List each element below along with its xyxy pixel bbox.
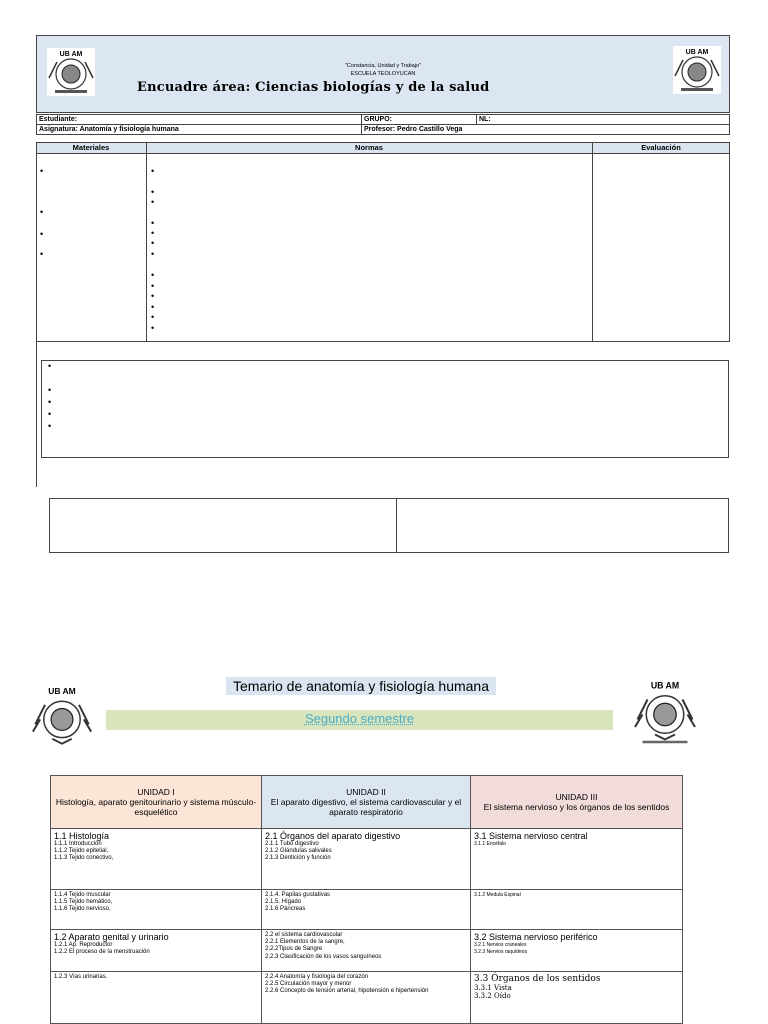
table-cell: 3.1.2 Medula Espinal	[471, 890, 683, 930]
table-cell: 1.2.3 Vías urinarias.	[51, 972, 262, 1024]
group-field[interactable]: GRUPO:	[362, 115, 477, 125]
syllabus-table	[50, 775, 683, 1024]
encuadre-header	[36, 35, 730, 113]
norms-bullet: •	[151, 281, 155, 291]
evaluation-header: Evaluación	[641, 143, 681, 152]
materials-bullet: •	[40, 166, 44, 176]
encuadre-grid	[36, 142, 730, 342]
norms-bullet: •	[151, 249, 155, 259]
norms-bullet: •	[151, 291, 155, 301]
svg-text:UB AM: UB AM	[685, 49, 709, 56]
university-seal-icon	[28, 683, 96, 751]
table-cell: 3.2 Sistema nervioso periférico 3.2.1 Nervios craneales 3.2.3 Nervios raquídeos	[471, 930, 683, 972]
page-title: Encuadre área: Ciencias biologías y de la salud	[137, 80, 490, 95]
norms-bullet: •	[151, 238, 155, 248]
unit-3-header: UNIDAD III El sistema nervioso y los órganos de los sentidos	[471, 776, 683, 829]
norms-bullet: •	[151, 228, 155, 238]
temario-subtitle: Segundo semestre	[304, 711, 415, 726]
notes-box	[41, 360, 729, 458]
unit-2-header: UNIDAD II El aparato digestivo, el sistema cardiovascular y el aparato respiratorio	[262, 776, 471, 829]
norms-bullet: •	[151, 166, 155, 176]
table-cell: 2.1 Órganos del aparato digestivo 2.1.1 Tubo digestivo 2.1.2 Glándulas salivales 2.1.3 Dentición y función	[262, 829, 471, 890]
teacher-field: Profesor: Pedro Castillo Vega	[362, 125, 730, 135]
table-cell: 2.2 el sistema cardiovascular 2.2.1 Elementos de la sangre, 2.2.2Tipos de Sangre 2.2.3 Clasificación de los vasos sanguíneos	[262, 930, 471, 972]
student-info-table	[36, 114, 730, 135]
materials-header: Materiales	[72, 143, 110, 152]
svg-text:UB AM: UB AM	[59, 51, 83, 58]
norms-bullet: •	[151, 197, 155, 207]
table-cell: 1.1.4 Tejido muscular 1.1.5 Tejido hemático, 1.1.6 Tejido nervioso.	[51, 890, 262, 930]
norms-bullet: •	[151, 270, 155, 280]
subject-field: Asignatura: Anatomía y fisiología humana	[37, 125, 362, 135]
university-seal-icon	[630, 676, 700, 748]
notes-bullet: •	[48, 385, 52, 395]
notes-bullet: •	[48, 361, 52, 371]
unit-1-header: UNIDAD I Histología, aparato genitourinario y sistema músculo-esquelético	[51, 776, 262, 829]
svg-text:UB AM: UB AM	[650, 680, 680, 691]
motto: "Constancia, Unidad y Trabajo"	[344, 63, 422, 69]
table-cell: 2.1.4. Papilas gustativas 2.1.5. Hígado 2.1.6 Páncreas	[262, 890, 471, 930]
temario-title: Temario de anatomía y fisiología humana	[226, 677, 496, 695]
norms-bullet: •	[151, 323, 155, 333]
notes-bullet: •	[48, 397, 52, 407]
table-cell: 3.3 Órganos de los sentidos 3.3.1 Vista 3.3.2 Oído	[471, 972, 683, 1024]
norms-bullet: •	[151, 312, 155, 322]
materials-bullet: •	[40, 249, 44, 259]
materials-bullet: •	[40, 207, 44, 217]
table-cell: 1.1 Histología 1.1.1 Introducción 1.1.2 Tejido epitelial, 1.1.3 Tejido conectivo,	[51, 829, 262, 890]
signature-box	[49, 498, 729, 553]
school-name: ESCUELA TEOLOYUCAN	[350, 71, 416, 77]
notes-bullet: •	[48, 409, 52, 419]
table-cell: 1.2 Aparato genital y urinario 1.2.1 Ap. Reproductor 1.2.2 El proceso de la menstruación	[51, 930, 262, 972]
norms-bullet: •	[151, 187, 155, 197]
student-field[interactable]: Estudiante:	[37, 115, 362, 125]
table-cell: 2.2.4 Anatomía y fisiología del corazón 2.2.5 Circulación mayor y menor 2.2.6 Concepto de tensión arterial, hipotensión e hipertensión	[262, 972, 471, 1024]
norms-bullet: •	[151, 218, 155, 228]
materials-bullet: •	[40, 229, 44, 239]
nl-field[interactable]: NL:	[477, 115, 730, 125]
table-cell: 3.1 Sistema nervioso central 3.1.1 Encéfalo	[471, 829, 683, 890]
norms-header: Normas	[355, 143, 383, 152]
notes-bullet: •	[48, 421, 52, 431]
svg-text:UB AM: UB AM	[48, 685, 76, 696]
norms-bullet: •	[151, 302, 155, 312]
university-seal-icon	[669, 42, 725, 98]
